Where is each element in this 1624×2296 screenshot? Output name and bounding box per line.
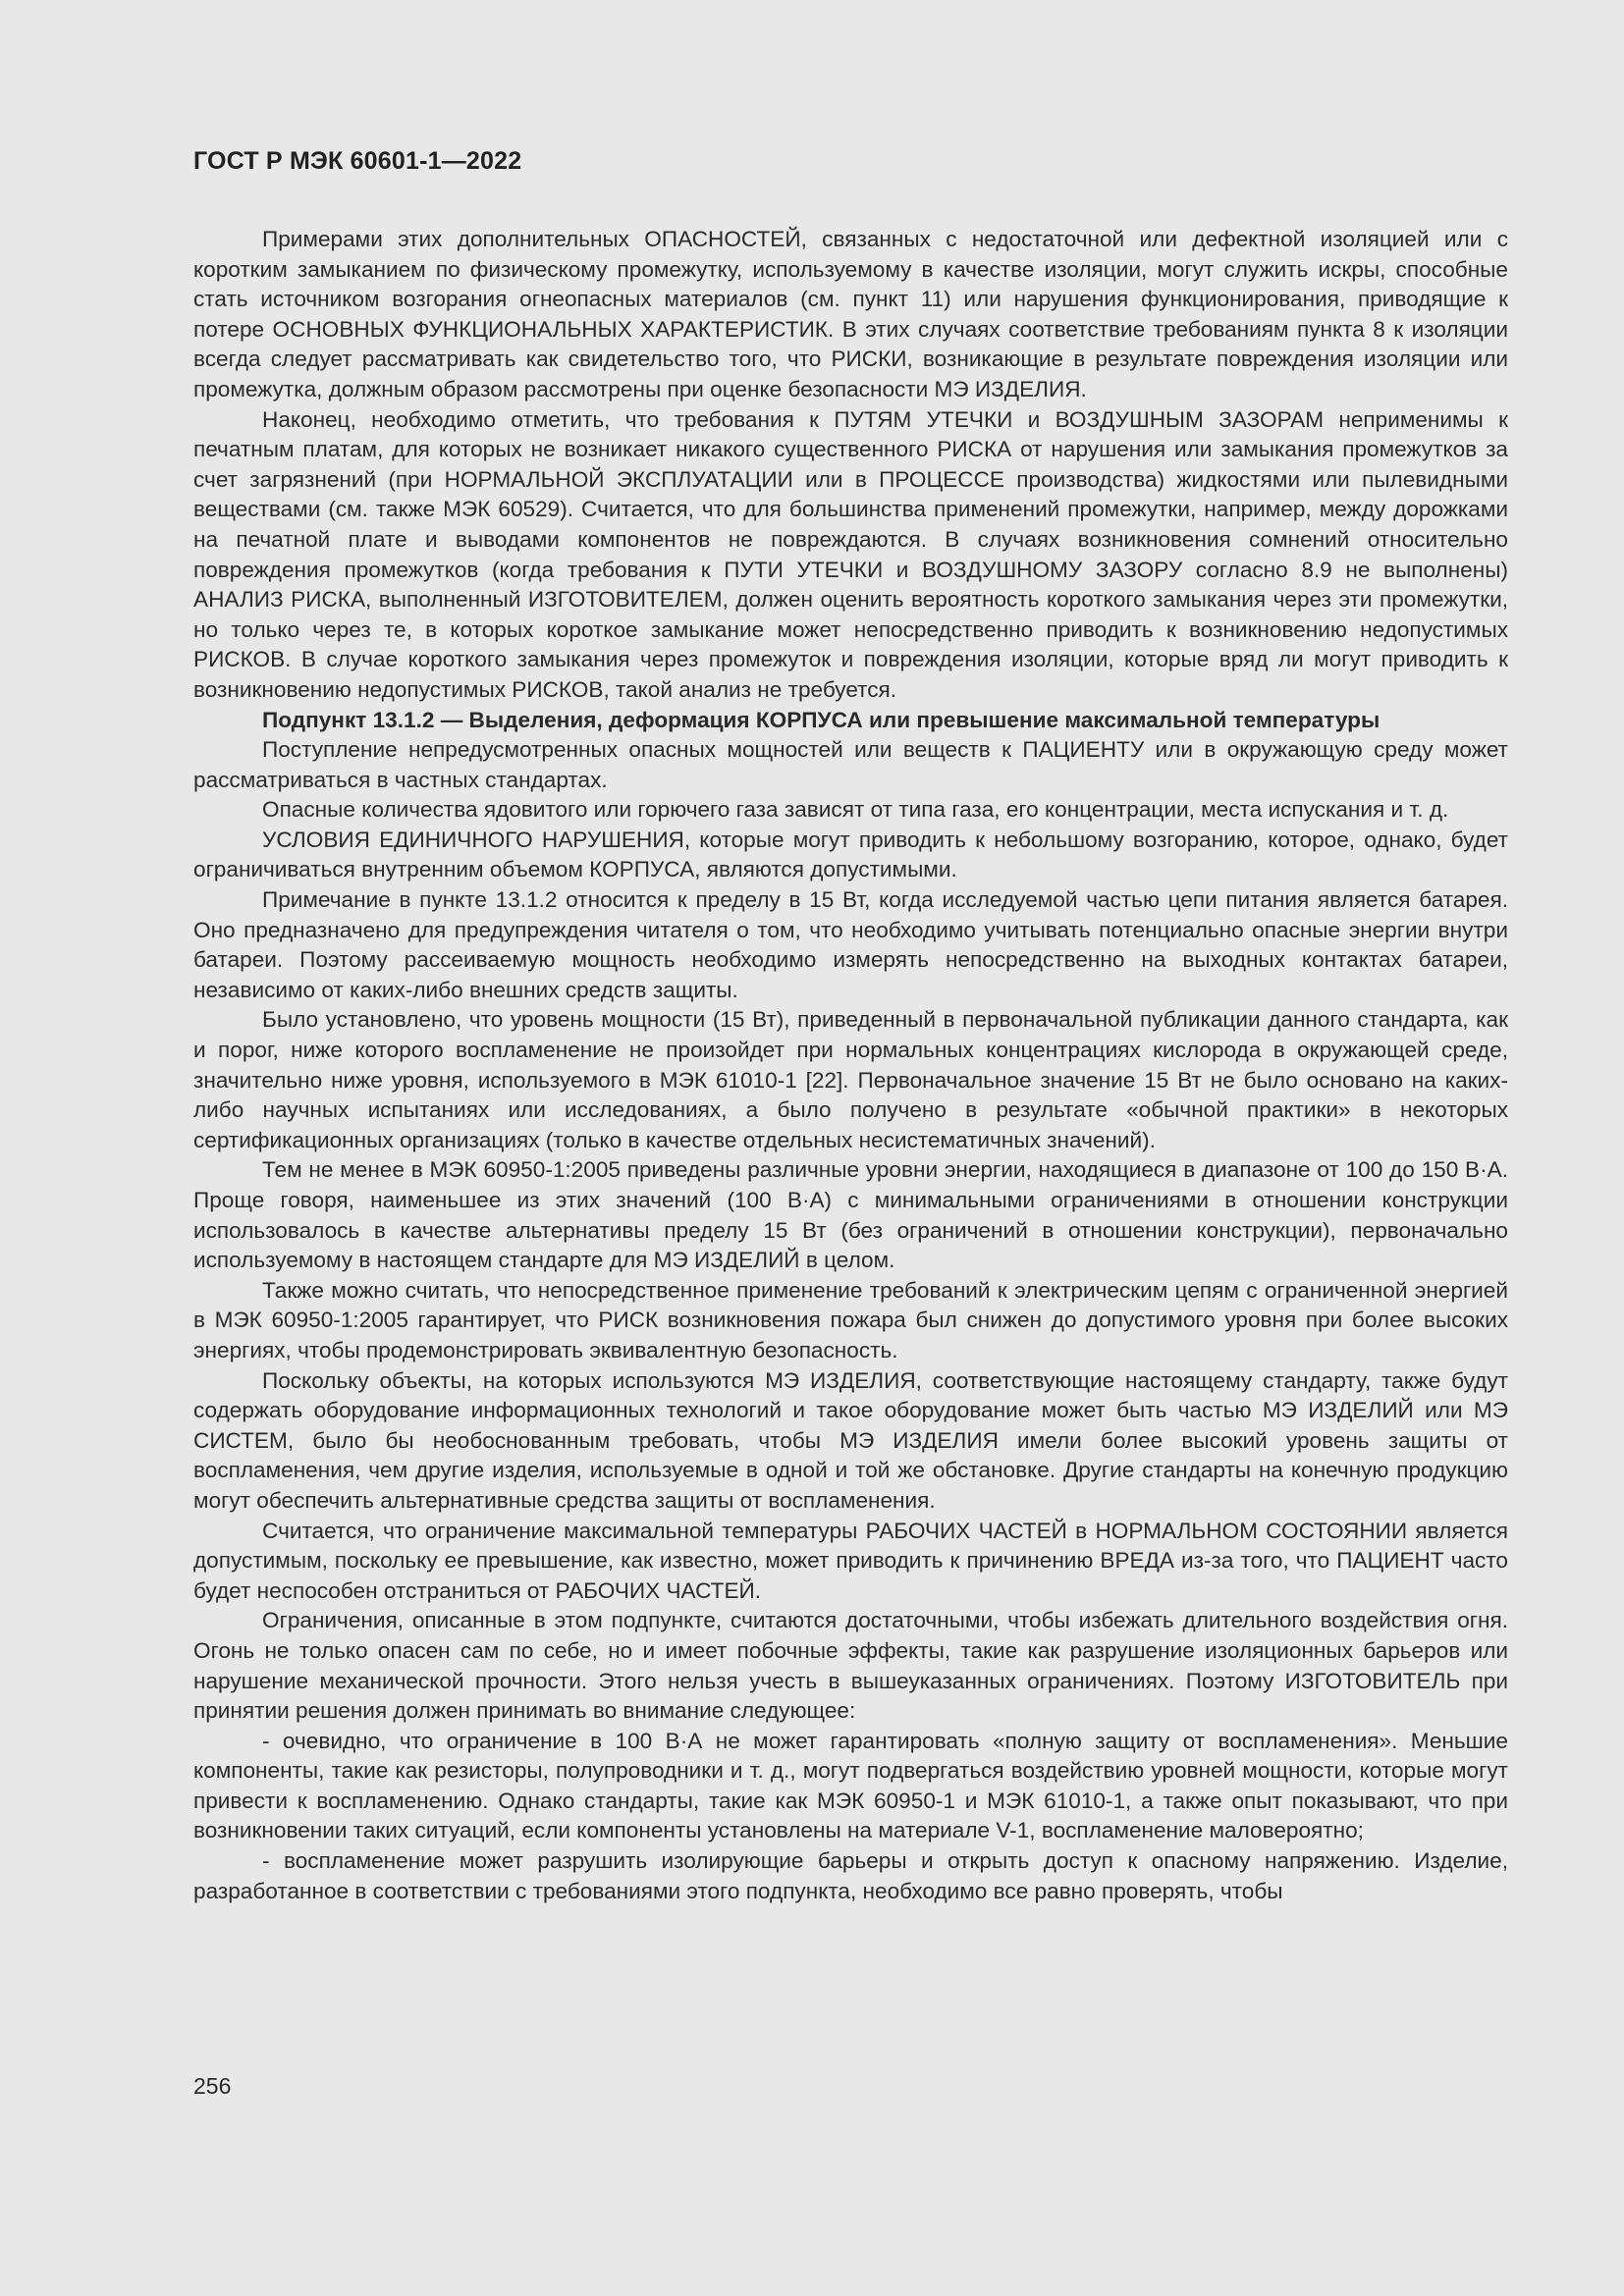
subclause-heading: Подпункт 13.1.2 — Выделения, деформация КОРПУСА или превышение максимальной температуры [262, 707, 1380, 732]
page-number: 256 [193, 2073, 232, 2099]
paragraph-12: Ограничения, описанные в этом подпункте, считаются достаточными, чтобы избежать длительного воздействия огня. Огонь не только опасен сам по себе, но и имеет побочные эффекты, такие как разрушение изоляционных барьеров или нарушение механической прочности. Этого нельзя учесть в вышеуказанных ограничениях. Поэтому ИЗГОТОВИТЕЛЬ при принятии решения должен принимать во внимание следующее: [193, 1608, 1508, 1724]
paragraph-2: Наконец, необходимо отметить, что требования к ПУТЯМ УТЕЧКИ и ВОЗДУШНЫМ ЗАЗОРАМ неприменимы к печатным платам, для которых не возникает никакого существенного РИСКА от нарушения или замыкания промежутков за счет загрязнений (при НОРМАЛЬНОЙ ЭКСПЛУАТАЦИИ или в ПРОЦЕССЕ производства) жидкостями или пылевидными веществами (см. также МЭК 60529). Считается, что для большинства применений промежутки, например, между дорожками на печатной плате и выводами компонентов не повреждаются. В случаях возникновения сомнений относительно повреждения промежутков (когда требования к ПУТИ УТЕЧКИ и ВОЗДУШНОМУ ЗАЗОРУ согласно 8.9 не выполнены) АНАЛИЗ РИСКА, выполненный ИЗГОТОВИТЕЛЕМ, должен оценить вероятность короткого замыкания через эти промежутки, но только через те, в которых короткое замыкание может непосредственно приводить к возникновению недопустимых РИСКОВ. В случае короткого замыкания через промежуток и повреждения изоляции, которые вряд ли могут приводить к возникновению недопустимых РИСКОВ, такой анализ не требуется. [193, 406, 1508, 702]
paragraph-8: Тем не менее в МЭК 60950-1:2005 приведены различные уровни энергии, находящиеся в диапазоне от 100 до 150 В·А. Проще говоря, наименьшее из этих значений (100 В·А) с минимальными ограничениями в отношении конструкции использовалось в качестве альтернативы пределу 15 Вт (без ограничений в отношении конструкции), первоначально используемому в настоящем стандарте для МЭ ИЗДЕЛИЙ в целом. [193, 1157, 1508, 1273]
paragraph-11: Считается, что ограничение максимальной температуры РАБОЧИХ ЧАСТЕЙ в НОРМАЛЬНОМ СОСТОЯНИИ является допустимым, поскольку ее превышение, как известно, может приводить к причинению ВРЕДА из-за того, что ПАЦИЕНТ часто будет неспособен отстраниться от РАБОЧИХ ЧАСТЕЙ. [193, 1518, 1508, 1603]
paragraph-4: Опасные количества ядовитого или горючего газа зависят от типа газа, его концентрации, места испускания и т. д. [262, 797, 1449, 823]
list-item-2: - воспламенение может разрушить изолирующие барьеры и открыть доступ к опасному напряжению. Изделие, разработанное в соответствии с требованиями этого подпункта, необходимо все равно проверять, чтобы [193, 1848, 1508, 1903]
paragraph-3: Поступление непредусмотренных опасных мощностей или веществ к ПАЦИЕНТУ или в окружающую среду может рассматриваться в частных стандартах. [193, 737, 1508, 792]
paragraph-10: Поскольку объекты, на которых используются МЭ ИЗДЕЛИЯ, соответствующие настоящему стандарту, также будут содержать оборудование информационных технологий и такое оборудование может быть частью МЭ ИЗДЕЛИЙ или МЭ СИСТЕМ, было бы необоснованным требовать, чтобы МЭ ИЗДЕЛИЯ имели более высокий уровень защиты от воспламенения, чем другие изделия, используемые в одной и той же обстановке. Другие стандарты на конечную продукцию могут обеспечить альтернативные средства защиты от воспламенения. [193, 1367, 1508, 1513]
document-header: ГОСТ Р МЭК 60601-1—2022 [193, 147, 522, 175]
paragraph-6: Примечание в пункте 13.1.2 относится к пределу в 15 Вт, когда исследуемой частью цепи питания является батарея. Оно предназначено для предупреждения читателя о том, что необходимо учитывать потенциально опасные энергии внутри батареи. Поэтому рассеиваемую мощность необходимо измерять непосредственно на выходных контактах батареи, независимо от каких-либо внешних средств защиты. [193, 887, 1508, 1002]
paragraph-1: Примерами этих дополнительных ОПАСНОСТЕЙ, связанных с недостаточной или дефектной изоляцией или с коротким замыканием по физическому промежутку, используемому в качестве изоляции, могут служить искры, способные стать источником возгорания огнеопасных материалов (см. пункт 11) или нарушения функционирования, приводящие к потере ОСНОВНЫХ ФУНКЦИОНАЛЬНЫХ ХАРАКТЕРИСТИК. В этих случаях соответствие требованиям пункта 8 к изоляции всегда следует рассматривать как свидетельство того, что РИСКИ, возникающие в результате повреждения изоляции или промежутка, должным образом рассмотрены при оценке безопасности МЭ ИЗДЕЛИЯ. [193, 227, 1508, 401]
document-body [193, 225, 1508, 1906]
paragraph-9: Также можно считать, что непосредственное применение требований к электрическим цепям с ограниченной энергией в МЭК 60950-1:2005 гарантирует, что РИСК возникновения пожара был снижен до допустимого уровня при более высоких энергиях, чтобы продемонстрировать эквивалентную безопасность. [193, 1277, 1508, 1362]
paragraph-5: УСЛОВИЯ ЕДИНИЧНОГО НАРУШЕНИЯ, которые могут приводить к небольшому возгоранию, которое, однако, будет ограничиваться внутренним объемом КОРПУСА, являются допустимыми. [193, 827, 1508, 882]
paragraph-7: Было установлено, что уровень мощности (15 Вт), приведенный в первоначальной публикации данного стандарта, как и порог, ниже которого воспламенение не произойдет при нормальных концентрациях кислорода в окружающей среде, значительно ниже уровня, используемого в МЭК 61010-1 [22]. Первоначальное значение 15 Вт не было основано на каких-либо научных испытаниях или исследованиях, а было получено в результате «обычной практики» в некоторых сертификационных организациях (только в качестве отдельных несистематичных значений). [193, 1007, 1508, 1152]
list-item-1: - очевидно, что ограничение в 100 В·А не может гарантировать «полную защиту от воспламенения». Меньшие компоненты, такие как резисторы, полупроводники и т. д., могут подвергаться воздействию уровней мощности, которые могут привести к воспламенению. Однако стандарты, такие как МЭК 60950-1 и МЭК 61010-1, а также опыт показывают, что при возникновении таких ситуаций, если компоненты установлены на материале V-1, воспламенение маловероятно; [193, 1728, 1508, 1843]
